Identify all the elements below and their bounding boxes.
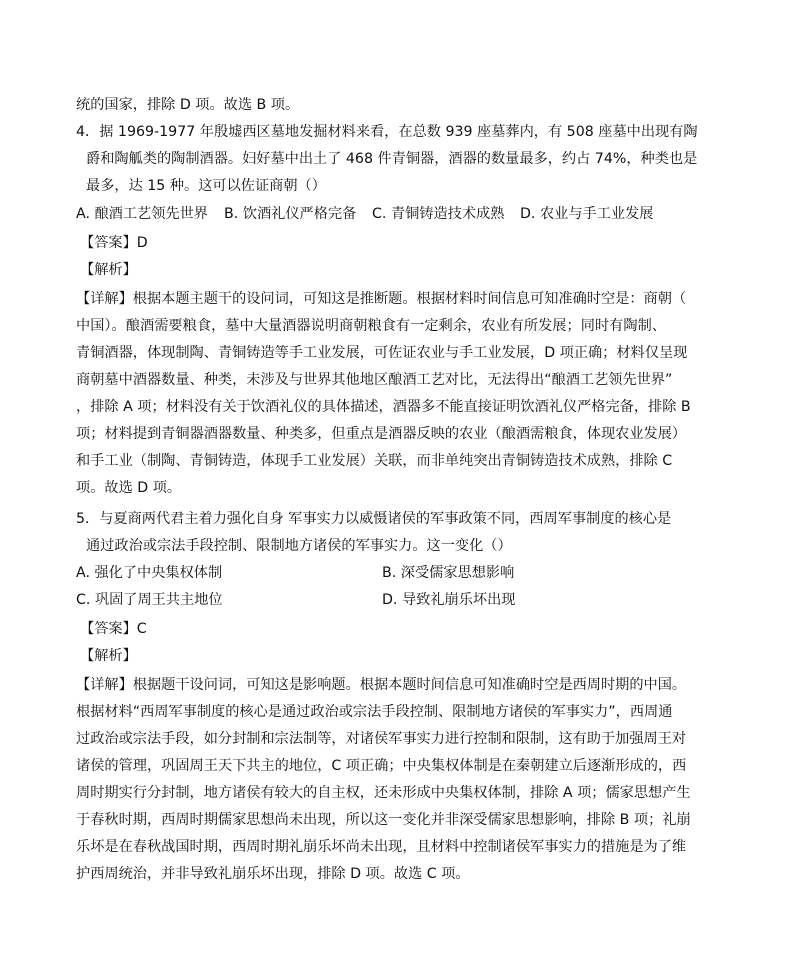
question-4-option-a: A. 酿酒工艺领先世界 [76, 206, 208, 222]
question-4-option-c: C. 青铜铸造技术成熟 [372, 206, 505, 222]
question-4-detail: 项；材料提到青铜器酒器数量、种类多，但重点是酒器反映的农业（酿酒需粮食，体现农业发展） [76, 426, 687, 442]
question-5-detail: 【详解】根据题干设问词，可知这是影响题。根据本题时间信息可知准确时空是西周时期的中国。 [76, 677, 687, 693]
question-4-detail: 项。故选 D 项。 [76, 480, 182, 496]
question-4-answer: 【答案】D [80, 235, 148, 251]
question-5-option-d: D. 导致礼崩乐坏出现 [382, 592, 516, 608]
question-5-stem: 通过政治或宗法手段控制、限制地方诸侯的军事实力。这一变化（） [86, 538, 512, 554]
question-5-detail: 护西周统治，并非导致礼崩乐坏出现，排除 D 项。故选 C 项。 [76, 866, 470, 882]
question-5-stem: 5．与夏商两代君主着力强化自身 军事实力以威慑诸侯的军事政策不同，西周军事制度的核心是 [76, 511, 672, 527]
question-4-option-b: B. 饮酒礼仪严格完备 [224, 206, 357, 222]
question-5-answer: 【答案】C [80, 621, 147, 637]
question-5-detail: 周时期实行分封制，地方诸侯有较大的自主权，还未形成中央集权体制，排除 A 项；儒家思想产生 [76, 785, 691, 801]
question-5-analysis-label: 【解析】 [80, 648, 137, 664]
question-4-detail: 【详解】根据本题主题干的设问词，可知这是推断题。根据材料时间信息可知准确时空是：商朝（ [76, 291, 687, 307]
question-4-analysis-label: 【解析】 [80, 262, 137, 278]
question-5-detail: 诸侯的管理，巩固周王天下共主的地位，C 项正确；中央集权体制是在秦朝建立后逐渐形成的，西 [76, 758, 687, 774]
question-5-option-c: C. 巩固了周王共主地位 [76, 592, 223, 608]
question-4-stem: 最多，达 15 种。这可以佐证商朝（） [86, 178, 326, 194]
question-5-option-a: A. 强化了中央集权体制 [76, 565, 223, 581]
question-5-detail: 过政治或宗法手段，如分封制和宗法制等，对诸侯军事实力进行控制和限制，这有助于加强周王对 [76, 731, 687, 747]
question-4-detail: 和手工业（制陶、青铜铸造，体现手工业发展）关联，而非单纯突出青铜铸造技术成熟，排除 C [76, 453, 673, 469]
question-5-detail: 乐坏是在春秋战国时期，西周时期礼崩乐坏尚未出现，且材料中控制诸侯军事实力的措施是为了维 [76, 839, 687, 855]
question-4-detail: 青铜酒器，体现制陶、青铜铸造等手工业发展，可佐证农业与手工业发展，D 项正确；材料仅呈现 [76, 345, 688, 361]
question-4-stem: 爵和陶觚类的陶制酒器。妇好墓中出土了 468 件青铜器，酒器的数量最多，约占 74%，种类也是 [86, 151, 698, 167]
question-5-detail: 根据材料“西周军事制度的核心是通过政治或宗法手段控制、限制地方诸侯的军事实力”，西周通 [76, 704, 673, 720]
question-4-detail: 中国）。酿酒需要粮食，墓中大量酒器说明商朝粮食有一定剩余，农业有所发展；同时有陶制、 [76, 318, 666, 334]
text-line: 统的国家，排除 D 项。故选 B 项。 [76, 97, 300, 113]
question-4-detail: ，排除 A 项；材料没有关于饮酒礼仪的具体描述，酒器多不能直接证明饮酒礼仪严格完备，排除 B [76, 399, 691, 415]
question-5-option-b: B. 深受儒家思想影响 [382, 565, 515, 581]
question-4-option-d: D. 农业与手工业发展 [520, 206, 654, 222]
question-5-detail: 于春秋时期，西周时期儒家思想尚未出现，所以这一变化并非深受儒家思想影响，排除 B 项；礼崩 [76, 812, 691, 828]
question-4-detail: 商朝墓中酒器数量、种类，未涉及与世界其他地区酿酒工艺对比，无法得出“酿酒工艺领先世界” [76, 372, 673, 388]
question-4-stem: 4．据 1969-1977 年殷墟西区墓地发掘材料来看，在总数 939 座墓葬内，有 508 座墓中出现有陶 [76, 124, 698, 140]
